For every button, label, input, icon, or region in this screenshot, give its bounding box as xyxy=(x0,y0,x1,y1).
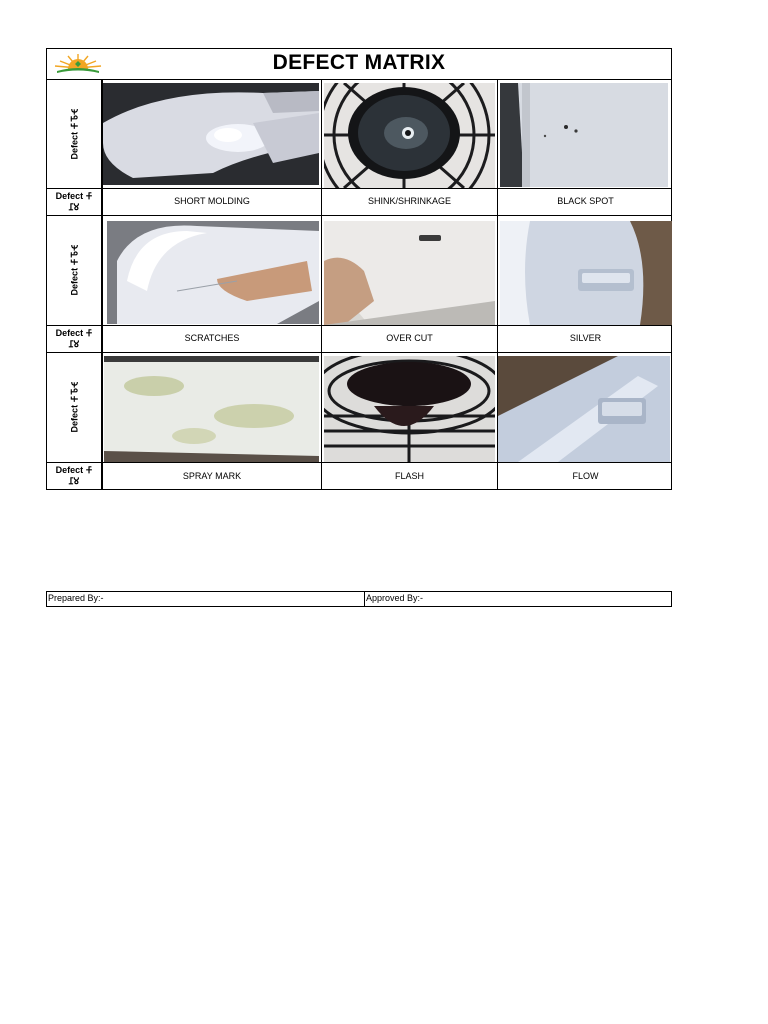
prepared-by-label: Prepared By:- xyxy=(48,593,104,603)
row-3-name-label-cell xyxy=(47,462,102,490)
defect-name-flow: FLOW xyxy=(572,471,599,481)
defect-name-silver: SILVER xyxy=(569,333,602,343)
defect-name-black-spot: BLACK SPOT xyxy=(557,196,614,206)
flash-photo xyxy=(324,356,495,462)
short-molding-photo xyxy=(103,83,319,185)
defect-name-scratches: SCRATCHES xyxy=(184,333,240,343)
flow-photo xyxy=(498,356,670,462)
spray-mark-photo xyxy=(104,356,319,462)
page-title: DEFECT MATRIX xyxy=(272,51,446,74)
defect-name-label: Defect 𑀓𑀸 𑀦𑀸𑀫 xyxy=(55,327,93,349)
row-1-name-label-cell xyxy=(47,188,102,215)
row-3-photo-label-cell xyxy=(47,352,102,462)
defect-photo-label: Defect 𑀓𑀸 𑀨𑁄𑀝𑁄 xyxy=(69,108,80,160)
defect-name-short-molding: SHORT MOLDING xyxy=(174,196,250,206)
defect-name-flash: FLASH xyxy=(394,471,424,481)
title-row xyxy=(47,49,671,80)
defect-photo-label: Defect 𑀓𑀸 𑀨𑁄𑀝𑁄 xyxy=(69,381,80,433)
defect-name-spray-mark: SPRAY MARK xyxy=(182,471,242,481)
row-2-name-label-cell xyxy=(47,325,102,352)
defect-name-label: Defect 𑀓𑀸 𑀦𑀸𑀫 xyxy=(55,190,93,212)
scratches-photo xyxy=(107,221,319,324)
row-1-photo-label-cell xyxy=(47,80,102,188)
black-spot-photo xyxy=(500,83,668,187)
defect-matrix-table xyxy=(46,48,672,490)
defect-photo-label: Defect 𑀓𑀸 𑀨𑁄𑀝𑁄 xyxy=(69,244,80,296)
silver-photo xyxy=(500,221,672,325)
defect-name-shrinkage: SHINK/SHRINKAGE xyxy=(367,196,452,206)
signoff-row xyxy=(46,591,672,607)
defect-name-over-cut: OVER CUT xyxy=(386,333,433,343)
shrinkage-photo xyxy=(324,83,495,188)
defect-name-label: Defect 𑀓𑀸 𑀦𑀸𑀫 xyxy=(55,465,93,486)
approved-by-label: Approved By:- xyxy=(366,593,424,603)
row-2-photo-label-cell xyxy=(47,215,102,325)
over-cut-photo xyxy=(324,221,495,325)
